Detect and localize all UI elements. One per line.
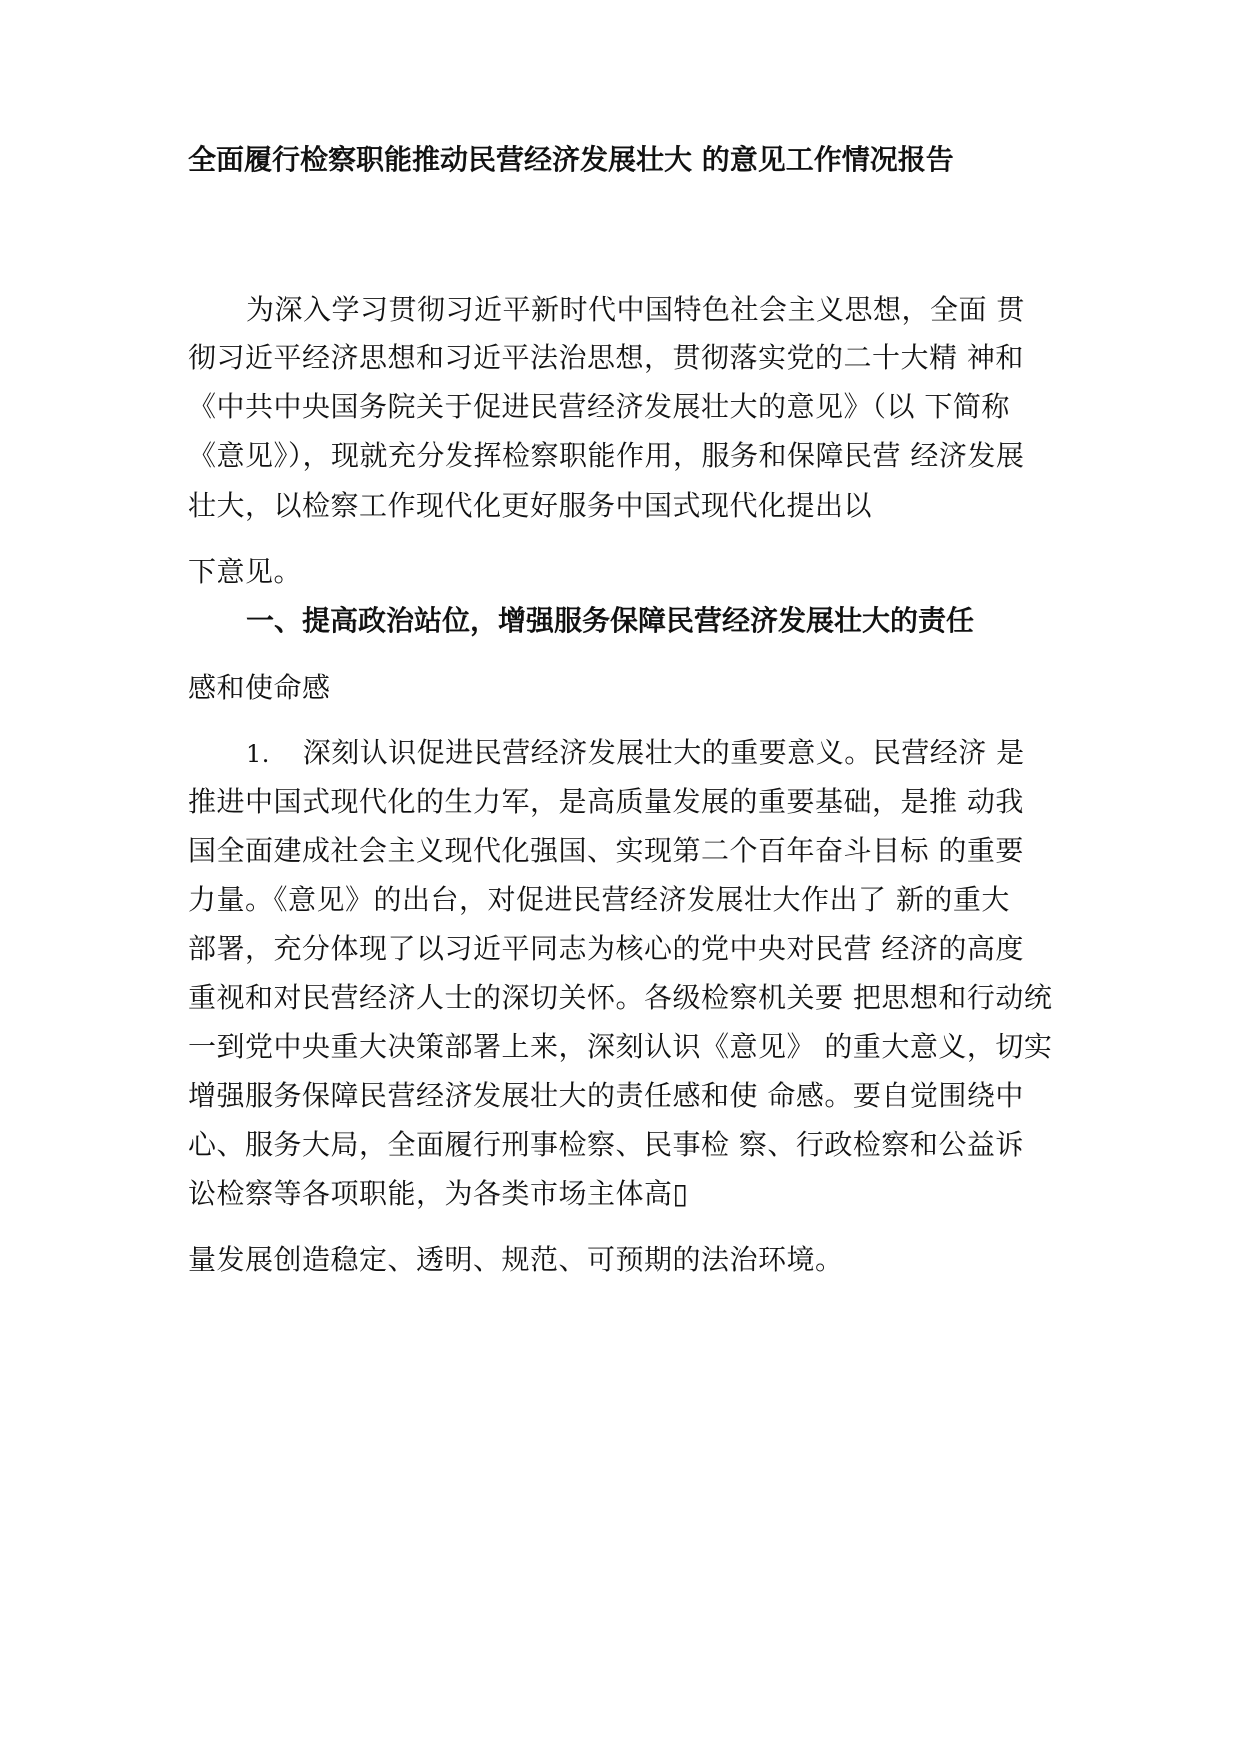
item-1-line-1: 深刻认识促进民营经济发展壮大的重要意义。民营经济 是 xyxy=(302,736,1025,769)
intro-line-2: 彻习近平经济思想和习近平法治思想，贯彻落实党的二十大精 神和 xyxy=(188,341,1024,374)
intro-line-4: 《意见》），现就充分发挥检察职能作用，服务和保障民营 经济发展 xyxy=(188,439,1025,472)
intro-line-1: 为深入学习贯彻习近平新时代中国特色社会主义思想，全面 贯 xyxy=(246,293,1025,326)
item-1-line-8: 增强服务保障民营经济发展壮大的责任感和使 命感。要自觉围绕中 xyxy=(188,1079,1024,1112)
item-1-number: 1. xyxy=(246,740,270,768)
item-1-line-3: 国全面建成社会主义现代化强国、实现第二个百年奋斗目标 的重要 xyxy=(188,834,1024,867)
section-1-heading-continuation: 感和使命感 xyxy=(188,671,331,704)
item-1-line-10: 讼检察等各项职能，为各类市场主体高▯ xyxy=(188,1177,689,1210)
item-1-line-5: 部署，充分体现了以习近平同志为核心的党中央对民营 经济的高度 xyxy=(188,932,1024,965)
document-title: 全面履行检察职能推动民营经济发展壮大 的意见工作情况报告 xyxy=(188,143,954,176)
item-1-line-7: 一到党中央重大决策部署上来，深刻认识《意见》 的重大意义，切实 xyxy=(188,1030,1053,1063)
item-1-line-6: 重视和对民营经济人士的深切关怀。各级检察机关要 把思想和行动统 xyxy=(188,981,1053,1014)
intro-line-6: 下意见。 xyxy=(188,555,303,588)
item-1-line-9: 心、服务大局，全面履行刑事检察、民事检 察、行政检察和公益诉 xyxy=(188,1128,1024,1161)
item-1-line-2: 推进中国式现代化的生力军，是高质量发展的重要基础，是推 动我 xyxy=(188,785,1024,818)
intro-line-3: 《中共中央国务院关于促进民营经济发展壮大的意见》（以 下简称 xyxy=(188,390,1010,423)
item-1-line-11: 量发展创造稳定、透明、规范、可预期的法治环境。 xyxy=(188,1243,844,1276)
item-1-first-line xyxy=(246,733,1025,774)
section-1-heading: 一、提高政治站位，增强服务保障民营经济发展壮大的责任 xyxy=(246,604,975,637)
item-1-line-4: 力量。《意见》的出台，对促进民营经济发展壮大作出了 新的重大 xyxy=(188,883,1010,916)
intro-line-5: 壮大，以检察工作现代化更好服务中国式现代化提出以 xyxy=(188,489,873,522)
